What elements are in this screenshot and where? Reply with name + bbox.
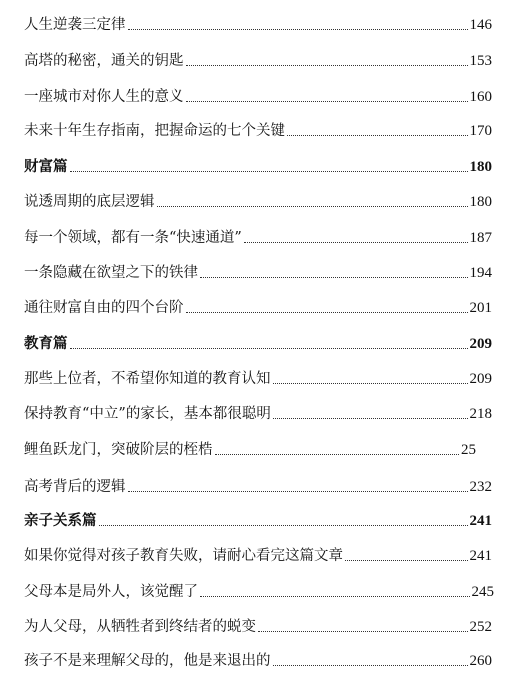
toc-entry-title: 每一个领域，都有一条“快速通道” — [24, 230, 242, 246]
toc-entry-title: 鲤鱼跃龙门，突破阶层的桎梏 — [24, 442, 213, 458]
toc-entry-page: 153 — [469, 53, 492, 69]
toc-entry-title: 未来十年生存指南，把握命运的七个关键 — [24, 123, 285, 139]
toc-entry-page: 160 — [469, 89, 492, 105]
toc-section-heading[interactable] — [24, 511, 492, 531]
toc-leader-dots — [273, 369, 468, 389]
toc-leader-dots — [258, 617, 468, 637]
toc-entry[interactable] — [24, 369, 492, 389]
toc-entry-title: 一座城市对你人生的意义 — [24, 89, 184, 105]
toc-entry[interactable] — [24, 15, 492, 35]
toc-leader-dots — [186, 298, 468, 318]
toc-entry-title: 父母本是局外人，该觉醒了 — [24, 584, 198, 600]
toc-entry-title: 保持教育“中立”的家长，基本都很聪明 — [24, 406, 271, 422]
toc-entry[interactable] — [24, 263, 492, 283]
toc-entry[interactable] — [24, 546, 492, 566]
toc-section-heading[interactable] — [24, 157, 492, 177]
toc-entry-page: 201 — [469, 300, 492, 316]
toc-entry-page: 146 — [469, 17, 492, 33]
toc-section-page: 241 — [469, 513, 492, 529]
toc-entry-page: 194 — [469, 265, 492, 281]
toc-entry[interactable] — [24, 440, 476, 460]
toc-leader-dots — [99, 511, 468, 531]
toc-entry[interactable] — [24, 651, 492, 671]
toc-leader-dots — [215, 440, 460, 460]
toc-entry-title: 一条隐藏在欲望之下的铁律 — [24, 265, 198, 281]
toc-entry-title: 孩子不是来理解父母的，他是来退出的 — [24, 653, 271, 669]
toc-entry[interactable] — [24, 228, 492, 248]
toc-leader-dots — [128, 477, 468, 497]
toc-entry[interactable] — [24, 121, 492, 141]
toc-entry-title: 高考背后的逻辑 — [24, 479, 126, 495]
toc-leader-dots — [128, 15, 468, 35]
toc-leader-dots — [186, 51, 468, 71]
toc-entry[interactable] — [24, 617, 492, 637]
toc-section-page: 180 — [469, 159, 492, 175]
toc-leader-dots — [70, 334, 468, 354]
toc-leader-dots — [157, 192, 468, 212]
toc-entry[interactable] — [24, 51, 492, 71]
toc-entry[interactable] — [24, 582, 494, 602]
toc-entry[interactable] — [24, 87, 492, 107]
toc-entry[interactable] — [24, 192, 492, 212]
toc-section-title: 财富篇 — [24, 158, 68, 175]
toc-entry-page: 241 — [469, 548, 492, 564]
toc-entry-title: 说透周期的底层逻辑 — [24, 194, 155, 210]
toc-leader-dots — [345, 546, 468, 566]
toc-entry-page: 209 — [469, 371, 492, 387]
toc-section-page: 209 — [469, 336, 492, 352]
toc-entry[interactable] — [24, 404, 492, 424]
toc-entry-page: 170 — [469, 123, 492, 139]
toc-leader-dots — [273, 651, 468, 671]
toc-entry-page: 260 — [469, 653, 492, 669]
toc-section-title: 教育篇 — [24, 335, 68, 352]
toc-leader-dots — [244, 228, 468, 248]
toc-leader-dots — [200, 582, 470, 602]
toc-leader-dots — [186, 87, 468, 107]
toc-entry[interactable] — [24, 298, 492, 318]
toc-section-heading[interactable] — [24, 334, 492, 354]
toc-section-title: 亲子关系篇 — [24, 512, 97, 529]
toc-entry-title: 通往财富自由的四个台阶 — [24, 300, 184, 316]
toc-entry-title: 人生逆袭三定律 — [24, 17, 126, 33]
toc-entry[interactable] — [24, 477, 492, 497]
toc-entry-page: 232 — [469, 479, 492, 495]
toc-leader-dots — [273, 404, 468, 424]
toc-entry-page: 245 — [471, 584, 494, 600]
toc-entry-page: 252 — [469, 619, 492, 635]
toc-leader-dots — [200, 263, 468, 283]
toc-entry-page: 180 — [469, 194, 492, 210]
toc-entry-page: 218 — [469, 406, 492, 422]
toc-entry-title: 如果你觉得对孩子教育失败，请耐心看完这篇文章 — [24, 548, 343, 564]
toc-leader-dots — [287, 121, 468, 141]
toc-entry-title: 为人父母，从牺牲者到终结者的蜕变 — [24, 619, 256, 635]
toc-entry-title: 那些上位者，不希望你知道的教育认知 — [24, 371, 271, 387]
toc-entry-page: 25 — [461, 442, 476, 458]
toc-leader-dots — [70, 157, 468, 177]
toc-entry-title: 高塔的秘密，通关的钥匙 — [24, 53, 184, 69]
toc-entry-page: 187 — [469, 230, 492, 246]
